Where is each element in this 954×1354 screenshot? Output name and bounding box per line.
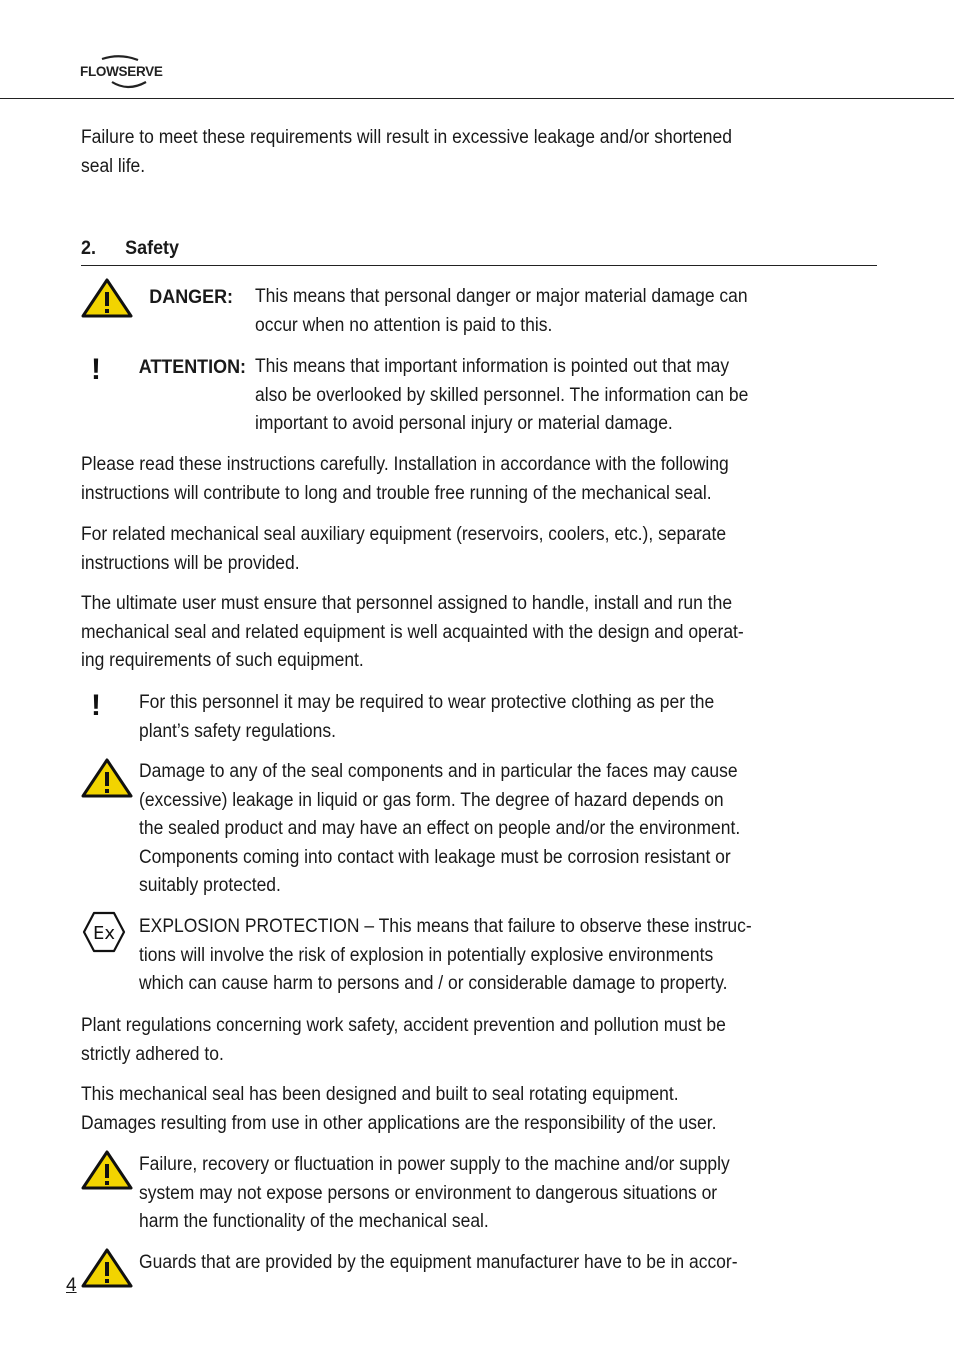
danger-label: DANGER:: [149, 286, 233, 308]
warning-triangle-icon: [81, 1248, 133, 1293]
text-line: instructions will be provided.: [81, 552, 300, 574]
text-line: This mechanical seal has been designed and built to seal rotating equipment.: [81, 1084, 679, 1105]
note-text: [139, 1151, 730, 1237]
text-line: Damages resulting from use in other applications are the responsibility of the user.: [81, 1112, 717, 1134]
paragraph: [81, 1081, 817, 1138]
text-line: plant’s safety regulations.: [139, 720, 336, 742]
text-line: important to avoid personal injury or material damage.: [255, 413, 673, 434]
exclamation-icon: !: [91, 353, 101, 386]
text-line: ing requirements of such equipment.: [81, 650, 364, 671]
text-line: Failure to meet these requirements will result in excessive leakage and/or shortened: [81, 127, 732, 148]
text-line: Please read these instructions carefully. Installation in accordance with the following: [81, 454, 729, 475]
attention-text: [255, 353, 748, 439]
note-text: [139, 758, 740, 901]
text-line: Damage to any of the seal components and in particular the faces may cause: [139, 761, 738, 782]
svg-text:Ex: Ex: [92, 923, 116, 944]
text-line: tions will involve the risk of explosion in potentially explosive environments: [139, 944, 714, 966]
page-header: [0, 0, 954, 99]
text-line: Plant regulations concerning work safety, accident prevention and pollution must be: [81, 1015, 726, 1036]
text-line: Components coming into contact with leakage must be corrosion resistant or: [139, 846, 731, 868]
section-title: Safety: [125, 237, 180, 259]
text-line: which can cause harm to persons and / or considerable damage to property.: [139, 973, 728, 994]
text-line: Guards that are provided by the equipment manufacturer have to be in accor-: [139, 1252, 738, 1273]
text-line: harm the functionality of the mechanical seal.: [139, 1211, 489, 1232]
text-line: (excessive) leakage in liquid or gas form. The degree of hazard depends on: [139, 789, 724, 811]
note-text: [139, 1249, 738, 1278]
page-number: 4: [66, 1275, 77, 1296]
text-line: instructions will contribute to long and trouble free running of the mechanical seal.: [81, 482, 712, 504]
note-text: [139, 913, 752, 999]
note-text: [139, 689, 714, 746]
warning-triangle-icon: [81, 1150, 133, 1195]
text-line: also be overlooked by skilled personnel. The information can be: [255, 384, 749, 406]
flowserve-logo: [80, 54, 180, 92]
section-rule: [81, 265, 877, 266]
warning-triangle-icon: [81, 758, 133, 803]
text-line: suitably protected.: [139, 875, 281, 896]
danger-text: [255, 283, 748, 340]
paragraph: [81, 451, 817, 508]
paragraph: [81, 521, 817, 578]
exclamation-icon: !: [91, 689, 101, 722]
intro-paragraph: [81, 124, 817, 181]
text-line: EXPLOSION PROTECTION – This means that failure to observe these instruc-: [139, 916, 752, 937]
paragraph: [81, 1012, 817, 1069]
text-line: This means that important information is pointed out that may: [255, 356, 730, 377]
text-line: strictly adhered to.: [81, 1043, 224, 1065]
attention-label: ATTENTION:: [138, 356, 246, 378]
text-line: seal life.: [81, 155, 146, 177]
section-heading: [81, 234, 179, 262]
paragraph: [81, 590, 817, 676]
text-line: Failure, recovery or fluctuation in power supply to the machine and/or supply: [139, 1154, 730, 1175]
explosion-protection-icon: [82, 911, 126, 958]
text-line: the sealed product and may have an effect on people and/or the environment.: [139, 818, 741, 839]
text-line: system may not expose persons or environment to dangerous situations or: [139, 1182, 718, 1204]
text-line: mechanical seal and related equipment is well acquainted with the design and operat-: [81, 621, 744, 643]
text-line: This means that personal danger or major material damage can: [255, 286, 748, 307]
logo-text: FLOWSERVE: [80, 64, 163, 79]
text-line: The ultimate user must ensure that personnel assigned to handle, install and run the: [81, 593, 733, 614]
text-line: For related mechanical seal auxiliary equipment (reservoirs, coolers, etc.), separate: [81, 524, 727, 545]
text-line: occur when no attention is paid to this.: [255, 314, 553, 336]
text-line: For this personnel it may be required to wear protective clothing as per the: [139, 692, 715, 713]
section-number: 2.: [81, 237, 96, 259]
